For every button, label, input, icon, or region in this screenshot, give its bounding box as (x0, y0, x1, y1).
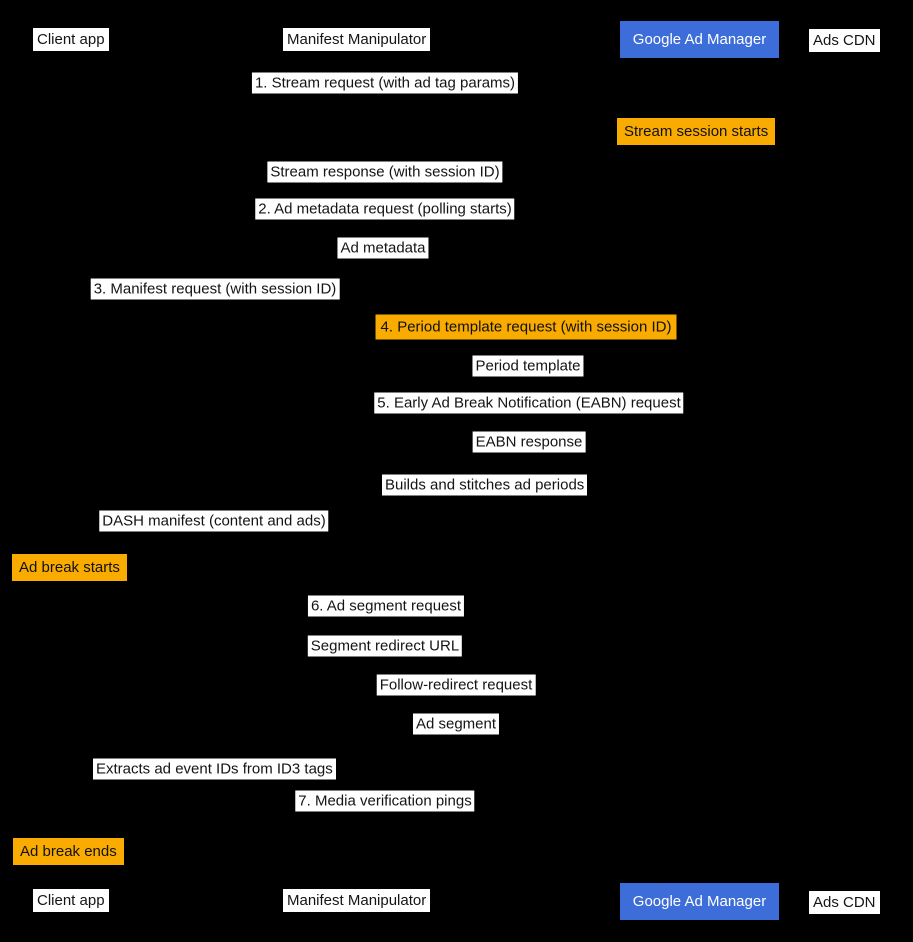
message-manifest-request: 3. Manifest request (with session ID) (91, 279, 340, 300)
note-ad-break-ends: Ad break ends (13, 838, 124, 865)
message-stream-response: Stream response (with session ID) (267, 162, 502, 183)
note-stream-session-starts: Stream session starts (617, 118, 775, 145)
participant-manifest-manipulator-bottom: Manifest Manipulator (283, 889, 430, 912)
message-ad-segment-request: 6. Ad segment request (308, 596, 464, 617)
lifeline-ads-cdn (841, 58, 842, 884)
message-stream-request: 1. Stream request (with ad tag params) (252, 73, 518, 94)
message-segment-redirect-url: Segment redirect URL (308, 636, 462, 657)
message-ad-segment: Ad segment (413, 714, 499, 735)
lifeline-google-ad-manager (699, 58, 700, 884)
note-ad-break-starts: Ad break starts (12, 554, 127, 581)
participant-client-app-bottom: Client app (33, 889, 109, 912)
message-builds-stitches-ad-periods: Builds and stitches ad periods (382, 475, 587, 496)
participant-client-app-top: Client app (33, 28, 109, 51)
participant-manifest-manipulator-top: Manifest Manipulator (283, 28, 430, 51)
message-eabn-response: EABN response (473, 432, 586, 453)
lifeline-client-app (69, 58, 70, 884)
message-ad-metadata-request: 2. Ad metadata request (polling starts) (255, 199, 514, 220)
message-dash-manifest: DASH manifest (content and ads) (99, 511, 328, 532)
message-follow-redirect-request: Follow-redirect request (377, 675, 536, 696)
message-ad-metadata: Ad metadata (337, 238, 428, 259)
message-extracts-ad-event-ids: Extracts ad event IDs from ID3 tags (93, 759, 336, 780)
message-period-template-request: 4. Period template request (with session ID) (376, 315, 677, 340)
participant-google-ad-manager-bottom: Google Ad Manager (620, 883, 779, 920)
participant-google-ad-manager-top: Google Ad Manager (620, 21, 779, 58)
message-period-template: Period template (472, 356, 583, 377)
message-eabn-request: 5. Early Ad Break Notification (EABN) request (374, 393, 683, 414)
message-media-verification-pings: 7. Media verification pings (295, 791, 474, 812)
participant-ads-cdn-top: Ads CDN (809, 29, 880, 52)
participant-ads-cdn-bottom: Ads CDN (809, 891, 880, 914)
